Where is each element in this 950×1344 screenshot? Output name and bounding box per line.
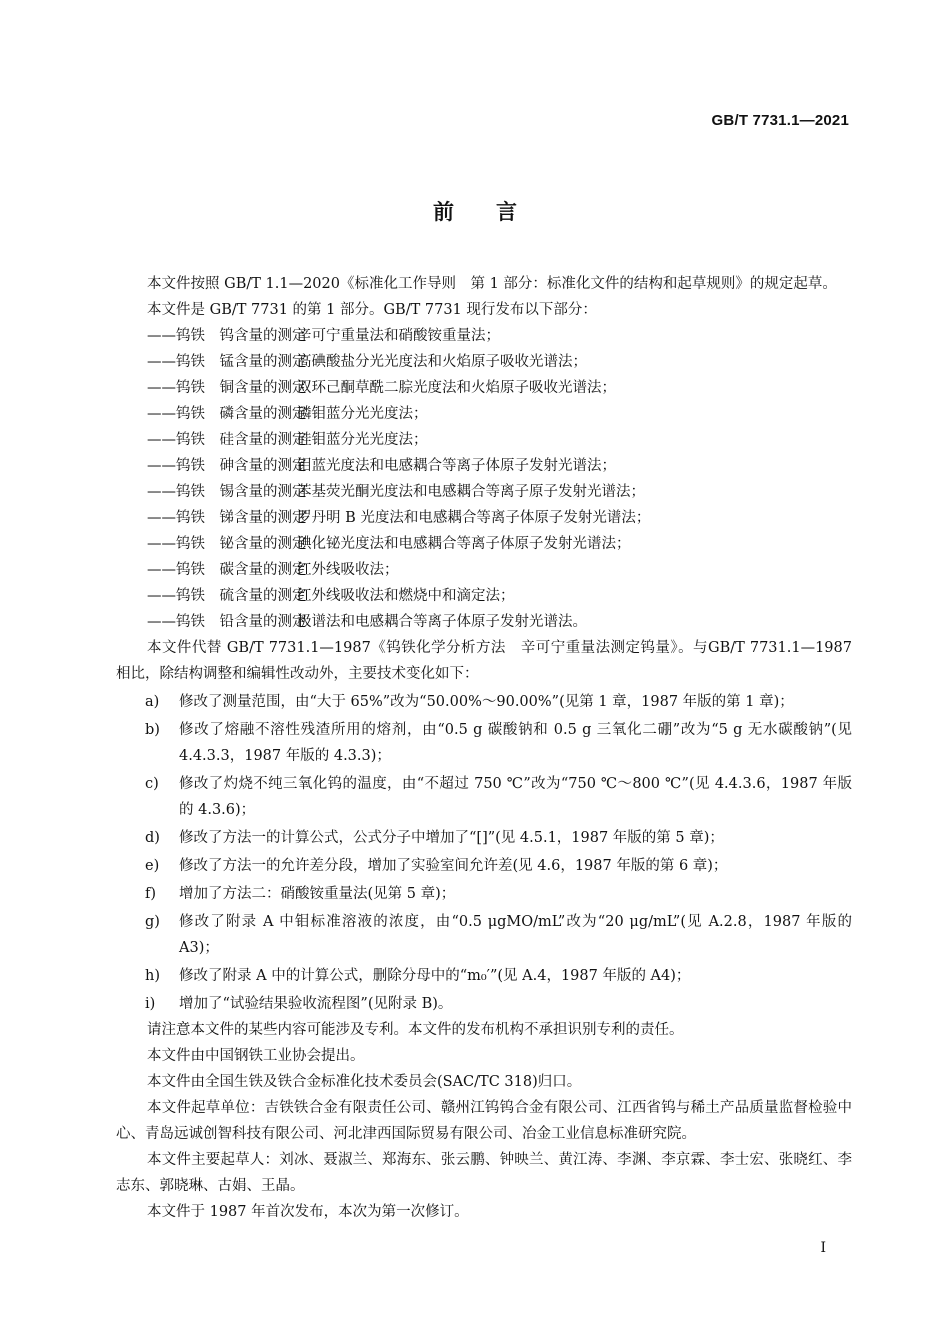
page-title: 前言 — [433, 200, 559, 224]
standard-code: GB/T 7731.1—2021 — [711, 112, 849, 129]
list-item: e) 修改了方法一的允许差分段，增加了实验室间允许差(见 4.6，1987 年版的第 6 章)； — [145, 858, 728, 874]
proposer-paragraph: 本文件由中国钢铁工业协会提出。 — [147, 1048, 365, 1064]
parts-list — [116, 323, 852, 635]
patent-notice: 请注意本文件的某些内容可能涉及专利。本文件的发布机构不承担识别专利的责任。 — [147, 1022, 684, 1038]
foreword-body — [116, 271, 852, 1225]
committee-paragraph: 本文件由全国生铁及铁合金标准化技术委员会(SAC/TC 318)归口。 — [147, 1074, 582, 1090]
list-item: g) 修改了附录 A 中钼标准溶液的浓度，由“0.5 μgMO/mL”改为“20 μg/mL”(见 A.2.8，1987 年版的 A3)； — [145, 914, 852, 956]
drafting-units-paragraph: 本文件起草单位：吉铁铁合金有限责任公司、赣州江钨钨合金有限公司、江西省钨与稀土产品质量监督检验中心、青岛远诚创智科技有限公司、河北津西国际贸易有限公司、冶金工业信息标准研究院。 — [116, 1100, 852, 1142]
list-item: ——钨铁 硅含量的测定硅钼蓝分光光度法； — [147, 432, 428, 448]
drafters-paragraph: 本文件主要起草人：刘冰、聂淑兰、郑海东、张云鹏、钟映兰、黄江涛、李渊、李京霖、李士宏、张晓红、李志东、郭晓琳、古娟、王晶。 — [116, 1152, 852, 1194]
list-item: c) 修改了灼烧不纯三氧化钨的温度，由“不超过 750 ℃”改为“750 ℃～800 ℃”(见 4.4.3.6，1987 年版的 4.3.6)； — [145, 776, 852, 818]
list-item: ——钨铁 锡含量的测定苯基荧光酮光度法和电感耦合等离子原子发射光谱法； — [147, 484, 645, 500]
list-item: a) 修改了测量范围，由“大于 65%”改为“50.00%～90.00%”(见第 1 章，1987 年版的第 1 章)； — [145, 694, 794, 710]
list-item: d) 修改了方法一的计算公式，公式分子中增加了“[]”(见 4.5.1，1987 年版的第 5 章)； — [145, 830, 724, 846]
page-number: I — [820, 1240, 826, 1256]
list-item: ——钨铁 磷含量的测定磷钼蓝分光光度法； — [147, 406, 428, 422]
history-paragraph: 本文件于 1987 年首次发布，本次为第一次修订。 — [147, 1204, 469, 1220]
list-item: ——钨铁 钨含量的测定辛可宁重量法和硝酸铵重量法； — [147, 328, 500, 344]
intro-paragraph: 本文件是 GB/T 7731 的第 1 部分。GB/T 7731 现行发布以下部分： — [147, 302, 597, 318]
list-item: i) 增加了“试验结果验收流程图”(见附录 B)。 — [145, 996, 453, 1012]
list-item: ——钨铁 铋含量的测定碘化铋光度法和电感耦合等离子体原子发射光谱法； — [147, 536, 631, 552]
list-item: ——钨铁 碳含量的测定红外线吸收法； — [147, 562, 399, 578]
list-item: ——钨铁 砷含量的测定钼蓝光度法和电感耦合等离子体原子发射光谱法； — [147, 458, 616, 474]
list-item: ——钨铁 锰含量的测定高碘酸盐分光光度法和火焰原子吸收光谱法； — [147, 354, 587, 370]
list-item: ——钨铁 硫含量的测定红外线吸收法和燃烧中和滴定法； — [147, 588, 515, 604]
list-item: ——钨铁 铜含量的测定双环己酮草酰二腙光度法和火焰原子吸收光谱法； — [147, 380, 616, 396]
list-item: f) 增加了方法二：硝酸铵重量法(见第 5 章)； — [145, 886, 456, 902]
list-item: ——钨铁 锑含量的测定罗丹明 B 光度法和电感耦合等离子体原子发射光谱法； — [147, 510, 651, 526]
changes-list — [116, 689, 852, 1017]
list-item: ——钨铁 铅含量的测定极谱法和电感耦合等离子体原子发射光谱法。 — [147, 614, 587, 630]
intro-paragraph: 本文件按照 GB/T 1.1—2020《标准化工作导则 第 1 部分：标准化文件的结构和起草规则》的规定起草。 — [147, 276, 837, 292]
replacement-paragraph: 本文件代替 GB/T 7731.1—1987《钨铁化学分析方法 辛可宁重量法测定钨量》。与GB/T 7731.1—1987 相比，除结构调整和编辑性改动外，主要技术变化如下： — [116, 640, 852, 682]
list-item: b) 修改了熔融不溶性残渣所用的熔剂，由“0.5 g 碳酸钠和 0.5 g 三氧化二硼”改为“5 g 无水碳酸钠”(见 4.4.3.3，1987 年版的 4.3.3)； — [145, 722, 852, 764]
list-item: h) 修改了附录 A 中的计算公式，删除分母中的“m₀′”(见 A.4，1987 年版的 A4)； — [145, 968, 691, 984]
